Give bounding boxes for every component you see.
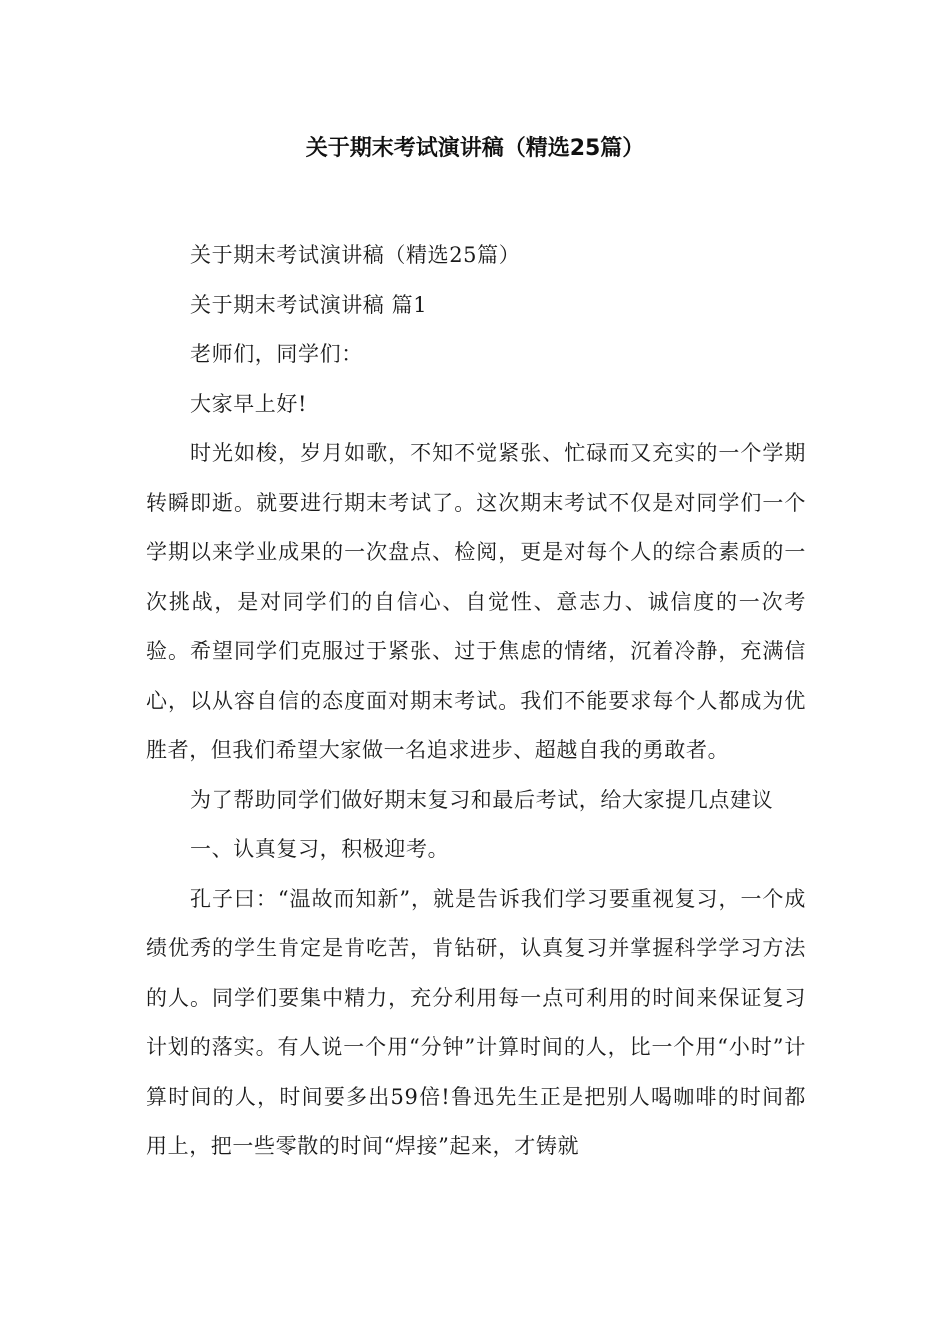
paragraph-section-heading: 关于期末考试演讲稿 篇1 bbox=[190, 292, 428, 317]
paragraph-greeting: 大家早上好! bbox=[190, 391, 308, 416]
paragraph-subtitle: 关于期末考试演讲稿（精选25篇） bbox=[190, 243, 521, 267]
paragraph-salutation: 老师们，同学们： bbox=[190, 342, 363, 366]
document-title: 关于期末考试演讲稿（精选25篇） bbox=[305, 136, 645, 161]
document-body bbox=[146, 231, 806, 1172]
paragraph-body-2: 为了帮助同学们做好期末复习和最后考试，给大家提几点建议 bbox=[190, 787, 774, 812]
paragraph-point-heading: 一、认真复习，积极迎考。 bbox=[190, 837, 450, 861]
paragraph-body-3: 孔子曰：“温故而知新”，就是告诉我们学习要重视复习，一个成绩优秀的学生肯定是肯吃苦，肯钻研，认真复习并掌握科学学习方法的人。同学们要集中精力，充分利用每一点可利用的时间来保证复习计划的落实。有人说一个用“分钟”计算时间的人，比一个用“小时”计算时间的人，时间要多出59倍!鲁迅先生正是把别人喝咖啡的时间都用上，把一些零散的时间“焊接”起来，才铸就 bbox=[146, 886, 806, 1158]
paragraph-body-1: 时光如梭，岁月如歌，不知不觉紧张、忙碌而又充实的一个学期转瞬即逝。就要进行期末考试了。这次期末考试不仅是对同学们一个学期以来学业成果的一次盘点、检阅，更是对每个人的综合素质的一次挑战，是对同学们的自信心、自觉性、意志力、诚信度的一次考验。希望同学们克服过于紧张、过于焦虑的情绪，沉着冷静，充满信心，以从容自信的态度面对期末考试。我们不能要求每个人都成为优胜者，但我们希望大家做一名追求进步、超越自我的勇敢者。 bbox=[146, 441, 806, 762]
